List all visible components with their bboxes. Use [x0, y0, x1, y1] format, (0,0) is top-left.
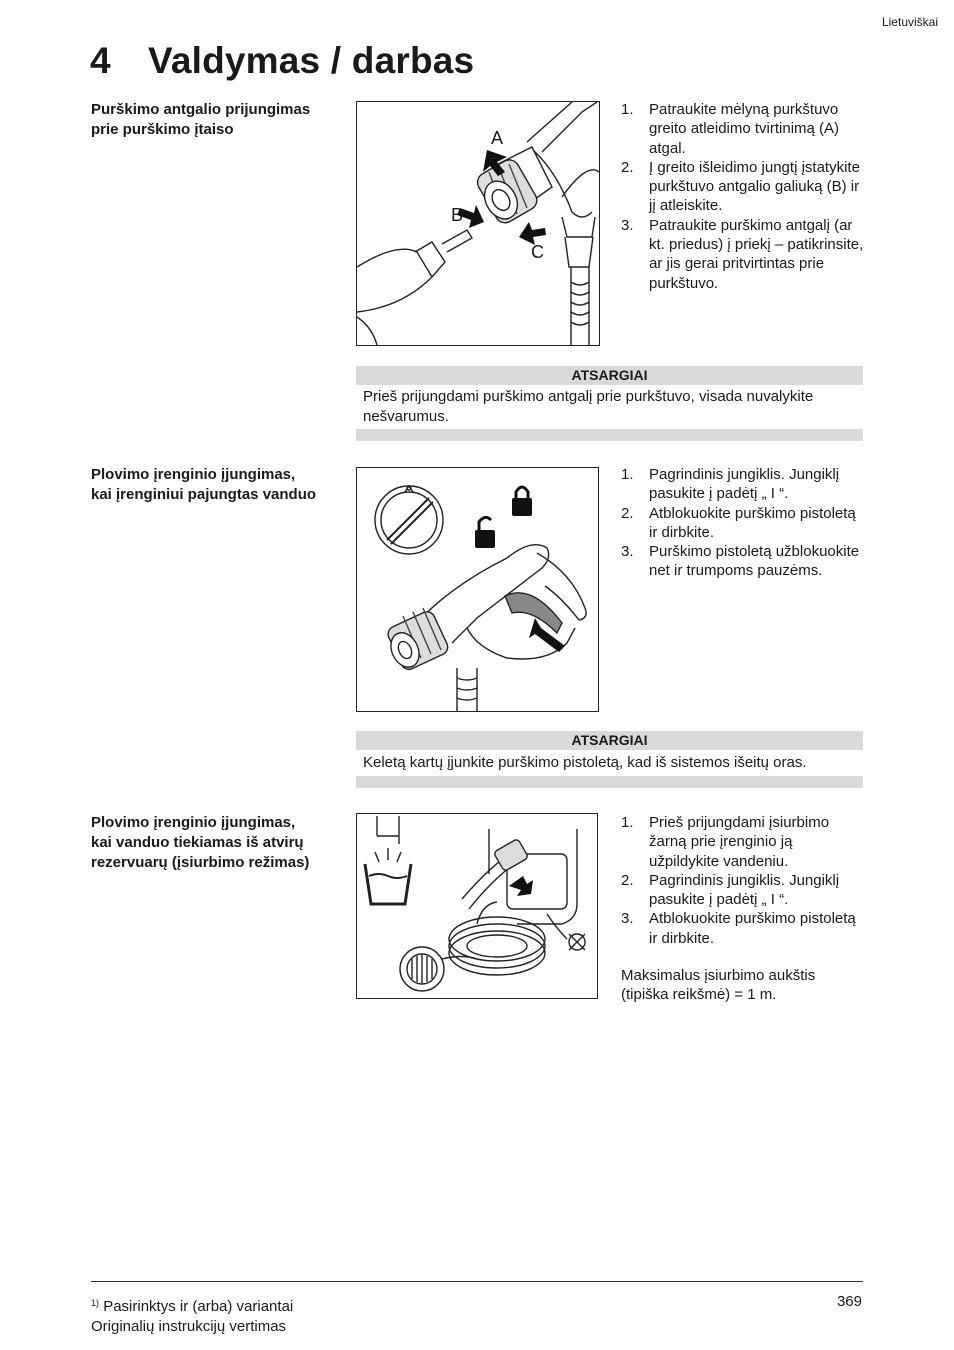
max-suction-height-note: Maksimalus įsiurbimo aukštis (tipiška reikšmė) = 1 m. [621, 967, 816, 1004]
list-item: 2. Pagrindinis jungiklis. Jungiklį pasukite į padėtį „ I “. [621, 871, 840, 909]
nozzle-connection-illustration [357, 102, 599, 345]
warning-title: ATSARGIAI [356, 731, 863, 750]
list-item: 1. Pagrindinis jungiklis. Jungiklį pasukite į padėtį „ I “. [621, 466, 840, 503]
steps-list-suction-mode [621, 813, 866, 948]
warning-text: Prieš prijungdami purškimo antgalį prie purkštuvo, visada nuvalykite nešvarumus. [363, 388, 814, 425]
list-item: 1. Patraukite mėlyną purkštuvo greito atleidimo tvirtinimą (A) atgal. [621, 101, 840, 157]
translation-note: Originalių instrukcijų vertimas [91, 1318, 287, 1335]
spray-gun-illustration [357, 468, 598, 711]
list-item: 2. Atblokuokite purškimo pistoletą ir dirbkite. [621, 504, 856, 541]
figure-gun-unlock [356, 467, 599, 712]
list-item: 3. Purškimo pistoletą užblokuokite net ir trumpoms pauzėms. [621, 543, 860, 580]
figure-label-a: A [491, 128, 504, 148]
list-item: 2. Į greito išleidimo jungtį įstatykite purkštuvo antgalio galiuką (B) ir jį atleiskite. [621, 158, 860, 215]
footnote: $^{1)}$ Pasirinktys ir (arba) variantai [91, 1298, 294, 1315]
warning-text: Keletą kartų įjunkite purškimo pistoletą, kad iš sistemos išeitų oras. [363, 754, 807, 771]
figure-nozzle-connection [356, 101, 600, 346]
list-item: 3. Patraukite purškimo antgalį (ar kt. priedus) į priekį – patikrinsite, ar jis gerai pritvirtintas prie purkštuvo. [621, 216, 864, 292]
language-label: Lietuviškai [881, 15, 938, 29]
figure-label-b: B [451, 205, 464, 225]
section-heading-switch-on: Plovimo įrenginio įjungimas, kai įrenginiui pajungtas vanduo [91, 466, 317, 503]
footer-divider [91, 1281, 863, 1282]
warning-title: ATSARGIAI [356, 366, 863, 385]
page-number: 369 [836, 1293, 862, 1310]
figure-suction-hose [356, 813, 598, 999]
chapter-number: 4 [90, 40, 111, 81]
list-item: 1. Prieš prijungdami įsiurbimo žarną prie įrenginio ją užpildykite vandeniu. [621, 814, 830, 870]
steps-list-switch-on [621, 465, 866, 581]
figure-label-c: C [531, 242, 544, 262]
chapter-title [90, 40, 474, 82]
section-heading-suction-mode: Plovimo įrenginio įjungimas, kai vanduo tiekiamas iš atvirų rezervuarų (įsiurbimo režimas) [91, 814, 310, 871]
warning-footer-bar [356, 776, 863, 788]
footer-notes [91, 1293, 293, 1337]
warning-footer-bar [356, 429, 863, 441]
chapter-title-text: Valdymas / darbas [148, 40, 475, 81]
list-item: 3. Atblokuokite purškimo pistoletą ir dirbkite. [621, 910, 856, 947]
steps-list-nozzle-connect [621, 100, 866, 293]
suction-hose-illustration [357, 814, 597, 998]
section-heading-nozzle-connect: Purškimo antgalio prijungimas prie purškimo įtaiso [91, 101, 311, 138]
